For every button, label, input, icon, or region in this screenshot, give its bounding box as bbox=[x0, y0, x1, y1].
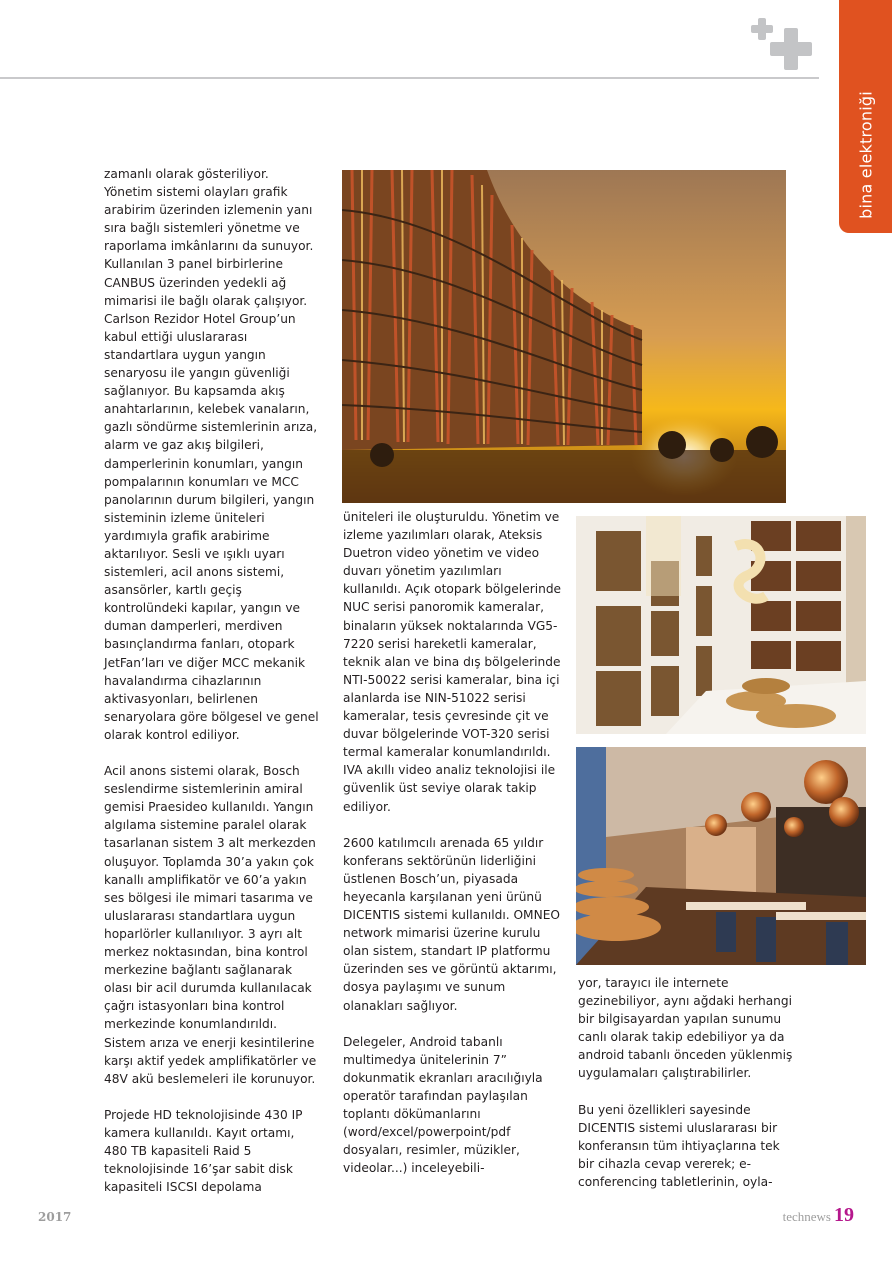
paragraph: Delegeler, Android tabanlı multimedya ünitelerinin 7” dokunmatik ekranları aracılığıyla operatör tarafından paylaşılan toplantı dökümanlarını (word/excel/powerpoint/pdf dosyaları, resimler, müzikler, videolar...) inceleyebili- bbox=[343, 1034, 543, 1176]
paragraph: Bu yeni özellikleri sayesinde DICENTIS sistemi uluslararası bir konferansın tüm ihtiyaçlarına tek bir cihazla cevap vererek; e-conferencing tabletlerinin, oyla- bbox=[578, 1102, 780, 1190]
article-column-2 bbox=[343, 508, 563, 1177]
section-tab bbox=[839, 0, 892, 233]
hotel-lobby-illustration bbox=[576, 516, 866, 734]
article-column-1 bbox=[104, 165, 319, 1196]
hotel-exterior-illustration bbox=[342, 170, 786, 503]
paragraph: 2600 katılımcılı arenada 65 yıldır konferans sektörünün liderliğini üstlenen Bosch’un, piyasada heyecanla karşılanan yeni ürünü DICENTIS sistemi kullanıldı. OMNEO network mimarisi üzerine kurulu olan sistem, standart IP platformu üzerinden ses ve görüntü aktarımı, dosya paylaşımı ve sunum olanakları sağlıyor. bbox=[343, 835, 560, 1013]
header-rule bbox=[0, 77, 819, 79]
footer-brand bbox=[783, 1204, 854, 1227]
hotel-lobby-photo bbox=[576, 516, 866, 734]
paragraph: zamanlı olarak gösteriliyor. Yönetim sistemi olayları grafik arabirim üzerinden izlemenin yanı sıra bağlı sistemleri yönetme ve raporlama imkânlarını da sunuyor. Kullanılan 3 panel birbirlerine CANBUS üzerinden yedekli ağ mimarisi ile bağlı olarak çalışıyor. Carlson Rezidor Hotel Group’un kabul ettiği uluslararası standartlara uygun yangın senaryosu ile yangın güvenliği sağlanıyor. Bu kapsamda akış anahtarlarının, kelebek vanaların, gazlı söndürme sistemlerinin arıza, alarm ve gaz akış bilgileri, damperlerinin konumları, yangın pompalarının konumları ve MCC panolarının durum bilgileri, yangın sisteminin izleme üniteleri yardımıyla grafik arabirime aktarılıyor. Sesli ve ışıklı uyarı sistemleri, acil anons sistemi, asansörler, kartlı geçiş kontrolündeki kapılar, yangın ve duman damperleri, merdiven basınçlandırma fanları, otopark JetFan’ları ve diğer MCC mekanik havalandırma cihazlarının aktivasyonları, belirlenen senaryolara göre bölgesel ve genel olarak kontrol ediliyor. bbox=[104, 167, 319, 742]
page-number: 19 bbox=[834, 1204, 854, 1226]
restaurant-photo bbox=[576, 747, 866, 965]
paragraph: Acil anons sistemi olarak, Bosch seslendirme sistemlerinin amiral gemisi Praesideo kullanıldı. Yangın algılama sistemine paralel olarak tasarlanan sistem 3 alt merkezden oluşuyor. Toplamda 30’a yakın çok kanallı amplifikatör ve 60’a yakın ses bölgesi ile mimari tasarıma ve uluslararası standartlara uygun hoparlörler kullanılıyor. 3 ayrı alt merkez noktasından, bina kontrol merkezine bağlantı sağlanarak olası bir acil durumda kullanılacak çağrı istasyonları bina kontrol merkezinde konumlandırıldı. Sistem arıza ve enerji kesintilerine karşı aktif yedek amplifikatörler ve 48V akü beslemeleri ile korunuyor. bbox=[104, 764, 317, 1086]
restaurant-illustration bbox=[576, 747, 866, 965]
magazine-name: technews bbox=[782, 1209, 831, 1224]
hotel-exterior-photo bbox=[342, 170, 786, 503]
paragraph: üniteleri ile oluşturuldu. Yönetim ve izleme yazılımları olarak, Ateksis Duetron video yönetim ve video duvarı yönetim yazılımları kullanıldı. Açık otopark bölgelerinde NUC serisi panoromik kameralar, binaların yüksek noktalarında VG5-7220 serisi hareketli kameralar, teknik alan ve bina dış bölgelerinde NTI-50022 serisi kameralar, bina içi alanlarda ise NIN-51022 serisi kameralar, tesis çevresinde çit ve duvar bölgelerinde VOT-320 serisi termal kameralar konumlandırıldı. IVA akıllı video analiz teknolojisi ile güvenlik üst seviye olarak takip ediliyor. bbox=[343, 510, 562, 814]
section-label: bina elektroniği bbox=[856, 91, 875, 219]
paragraph: yor, tarayıcı ile internete gezinebiliyor, aynı ağdaki herhangi bir bilgisayardan yapılan sunumu canlı olarak takip edebiliyor ya da android tabanlı önceden yüklenmiş uygulamaları çalıştırabilirler. bbox=[578, 976, 793, 1081]
article-column-3 bbox=[578, 974, 798, 1191]
footer-year: 2017 bbox=[38, 1210, 72, 1224]
paragraph: Projede HD teknolojisinde 430 IP kamera kullanıldı. Kayıt ortamı, 480 TB kapasiteli Raid 5 teknolojisinde 16’şar sabit disk kapasiteli ISCSI depolama bbox=[104, 1107, 303, 1195]
plus-icon-large bbox=[770, 28, 812, 70]
